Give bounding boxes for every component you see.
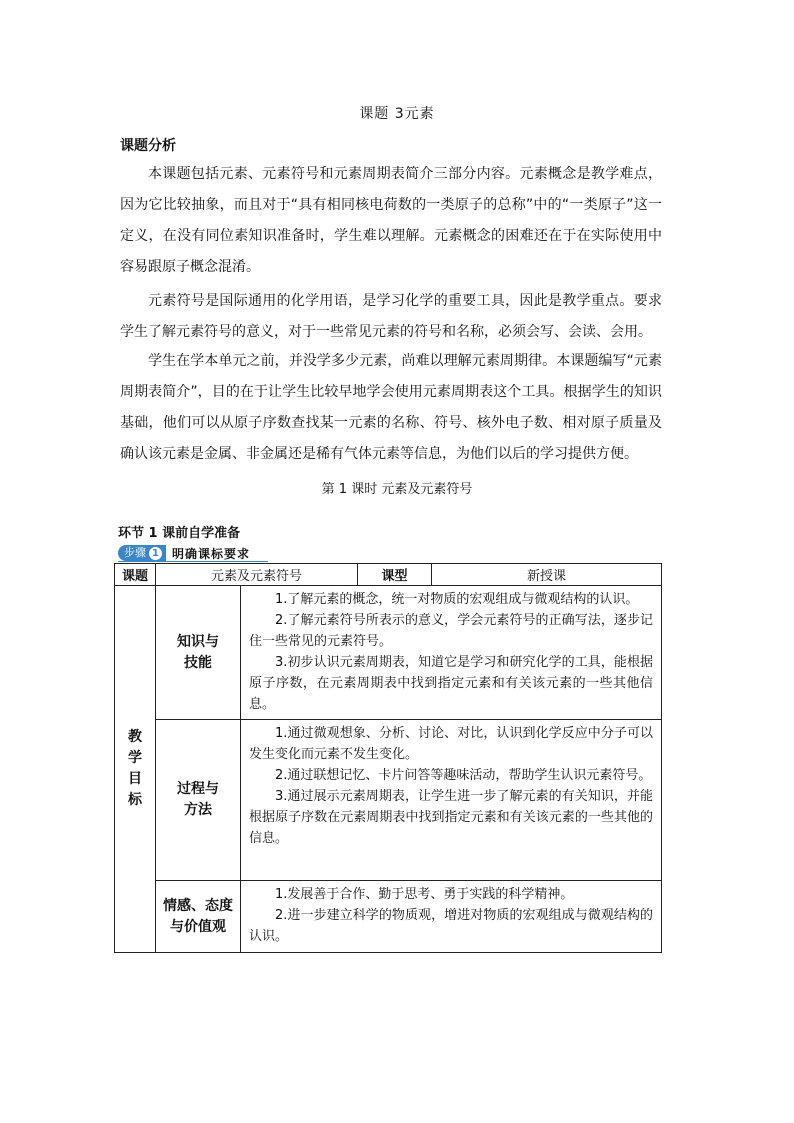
objective-item: 1.通过微观想象、分析、讨论、对比，认识到化学反应中分子可以发生变化而元素不发生变化。: [249, 726, 654, 762]
category-cell: 情感、态度与价值观: [156, 881, 241, 953]
step-label: 明确课标要求: [172, 546, 251, 561]
table-header-row: [115, 564, 662, 586]
teaching-goals-table: [114, 563, 662, 953]
objective-item: 3.初步认识元素周期表，知道它是学习和研究化学的工具，能根据原子序数，在元素周期表中找到指定元素和有关该元素的一些其他信息。: [249, 655, 654, 712]
objective-item: 1.了解元素的概念，统一对物质的宏观组成与微观结构的认识。: [275, 592, 639, 607]
step-badge: [118, 545, 166, 561]
step-banner: [118, 544, 250, 562]
objectives-cell: [241, 881, 662, 953]
objective-item: 2.通过联想记忆、卡片问答等趣味活动，帮助学生认识元素符号。: [275, 768, 652, 783]
table-row: [115, 586, 662, 720]
step-underline: [118, 561, 268, 562]
category-cell: 过程与方法: [156, 720, 241, 881]
objectives-cell: [241, 586, 662, 720]
objective-item: 1.发展善于合作、勤于思考、勇于实践的科学精神。: [275, 887, 574, 902]
analysis-paragraph-3: 学生在学本单元之前，并没学多少元素，尚难以理解元素周期律。本课题编写“元素周期表简介”，目的在于让学生比较早地学会使用元素周期表这个工具。根据学生的知识基础，他们可以从原子序数查找某一元素的名称、符号、核外电子数、相对原子质量及确认该元素是金属、非金属还是稀有气体元素等信息，为他们以后的学习提供方便。: [120, 353, 662, 462]
category-cell: 知识与技能: [156, 586, 241, 720]
objective-item: 3.通过展示元素周期表，让学生进一步了解元素的有关知识，并能根据原子序数在元素周期表中找到指定元素和有关该元素的一些其他的信息。: [249, 789, 654, 846]
type-value-cell: 新授课: [432, 564, 662, 586]
objective-item: 2.了解元素符号所表示的意义，学会元素符号的正确写法，逐步记住一些常见的元素符号。: [249, 613, 654, 649]
analysis-paragraph-1: 本课题包括元素、元素符号和元素周期表简介三部分内容。元素概念是教学难点，因为它比较抽象，而且对于“具有相同核电荷数的一类原子的总称”中的“一类原子”这一定义，在没有同位素知识准备时，学生难以理解。元素概念的困难还在于在实际使用中容易跟原子概念混淆。: [120, 166, 662, 275]
objective-item: 2.进一步建立科学的物质观，增进对物质的宏观组成与微观结构的认识。: [249, 908, 654, 944]
type-label-cell: 课型: [358, 564, 432, 586]
step-badge-label: 步骤: [124, 546, 146, 559]
link-heading: 环节 1 课前自学准备: [118, 526, 241, 541]
table-row: [115, 720, 662, 881]
objectives-cell: [241, 720, 662, 881]
topic-label-cell: 课题: [115, 564, 156, 586]
table-row: [115, 881, 662, 953]
goal-label-cell: 教学目标: [115, 586, 156, 953]
topic-value-cell: 元素及元素符号: [156, 564, 358, 586]
section-heading: 课题分析: [120, 138, 176, 154]
analysis-paragraph-2: 元素符号是国际通用的化学用语，是学习化学的重要工具，因此是教学重点。要求学生了解元素符号的意义，对于一些常见元素的符号和名称，必须会写、会读、会用。: [120, 293, 662, 340]
page-title: 课题 3元素: [359, 106, 435, 122]
step-number-icon: 1: [149, 547, 162, 560]
lesson-title: 第 1 课时 元素及元素符号: [321, 482, 473, 497]
